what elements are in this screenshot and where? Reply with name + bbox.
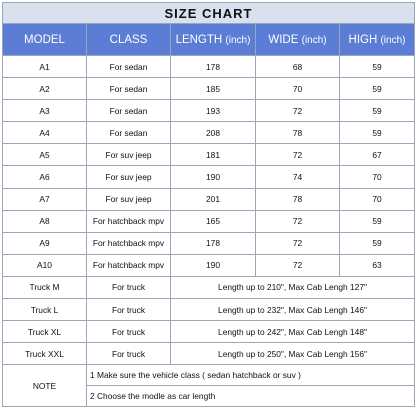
title-row bbox=[3, 3, 415, 24]
cell-length: 190 bbox=[171, 166, 256, 188]
table-row bbox=[3, 210, 415, 232]
cell-class: For suv jeep bbox=[87, 188, 171, 210]
truck-row bbox=[3, 343, 415, 365]
cell-high: 59 bbox=[340, 210, 415, 232]
header-high-unit: (inch) bbox=[380, 34, 406, 46]
cell-high: 59 bbox=[340, 78, 415, 100]
cell-class: For truck bbox=[87, 276, 171, 298]
table-row bbox=[3, 78, 415, 100]
cell-model: A2 bbox=[3, 78, 87, 100]
cell-model: A10 bbox=[3, 254, 87, 276]
cell-length: 178 bbox=[171, 232, 256, 254]
truck-row bbox=[3, 276, 415, 298]
cell-high: 59 bbox=[340, 232, 415, 254]
table-row bbox=[3, 122, 415, 144]
cell-length: 201 bbox=[171, 188, 256, 210]
cell-high: 59 bbox=[340, 100, 415, 122]
cell-class: For sedan bbox=[87, 56, 171, 78]
header-class: CLASS bbox=[87, 24, 171, 56]
cell-wide: 70 bbox=[256, 78, 340, 100]
size-chart-table bbox=[2, 2, 415, 407]
cell-wide: 72 bbox=[256, 100, 340, 122]
cell-model: A1 bbox=[3, 56, 87, 78]
table-row bbox=[3, 254, 415, 276]
cell-wide: 78 bbox=[256, 188, 340, 210]
cell-model: A8 bbox=[3, 210, 87, 232]
cell-length: 193 bbox=[171, 100, 256, 122]
cell-model: A5 bbox=[3, 144, 87, 166]
cell-high: 67 bbox=[340, 144, 415, 166]
size-chart bbox=[2, 2, 414, 414]
cell-high: 59 bbox=[340, 122, 415, 144]
cell-length: 181 bbox=[171, 144, 256, 166]
cell-truck-spec: Length up to 232", Max Cab Lengh 146" bbox=[171, 299, 415, 321]
table-row bbox=[3, 166, 415, 188]
cell-high: 63 bbox=[340, 254, 415, 276]
cell-model: A9 bbox=[3, 232, 87, 254]
cell-high: 70 bbox=[340, 188, 415, 210]
note-label: NOTE bbox=[3, 365, 87, 407]
cell-class: For hatchback mpv bbox=[87, 254, 171, 276]
cell-wide: 72 bbox=[256, 144, 340, 166]
cell-truck-spec: Length up to 250", Max Cab Lengh 156" bbox=[171, 343, 415, 365]
cell-model: Truck L bbox=[3, 299, 87, 321]
cell-wide: 72 bbox=[256, 254, 340, 276]
header-model: MODEL bbox=[3, 24, 87, 56]
cell-model: Truck XXL bbox=[3, 343, 87, 365]
header-row bbox=[3, 24, 415, 56]
cell-class: For truck bbox=[87, 343, 171, 365]
table-row bbox=[3, 144, 415, 166]
cell-wide: 78 bbox=[256, 122, 340, 144]
table-row bbox=[3, 100, 415, 122]
cell-class: For hatchback mpv bbox=[87, 210, 171, 232]
cell-class: For sedan bbox=[87, 100, 171, 122]
header-length-label: LENGTH bbox=[175, 33, 223, 46]
cell-length: 208 bbox=[171, 122, 256, 144]
cell-model: A4 bbox=[3, 122, 87, 144]
cell-truck-spec: Length up to 210", Max Cab Lengh 127" bbox=[171, 276, 415, 298]
table-row bbox=[3, 232, 415, 254]
cell-class: For suv jeep bbox=[87, 144, 171, 166]
cell-model: A3 bbox=[3, 100, 87, 122]
table-row bbox=[3, 56, 415, 78]
table-row bbox=[3, 188, 415, 210]
header-high bbox=[340, 24, 415, 56]
cell-model: A7 bbox=[3, 188, 87, 210]
cell-high: 70 bbox=[340, 166, 415, 188]
truck-row bbox=[3, 321, 415, 343]
cell-class: For truck bbox=[87, 299, 171, 321]
cell-model: Truck M bbox=[3, 276, 87, 298]
cell-class: For truck bbox=[87, 321, 171, 343]
cell-wide: 74 bbox=[256, 166, 340, 188]
truck-row bbox=[3, 299, 415, 321]
cell-model: A6 bbox=[3, 166, 87, 188]
cell-high: 59 bbox=[340, 56, 415, 78]
header-wide bbox=[256, 24, 340, 56]
cell-length: 178 bbox=[171, 56, 256, 78]
header-length bbox=[171, 24, 256, 56]
cell-length: 190 bbox=[171, 254, 256, 276]
note-line-2: 2 Choose the modle as car length bbox=[87, 386, 415, 407]
header-length-unit: (inch) bbox=[225, 34, 251, 46]
header-wide-unit: (inch) bbox=[301, 34, 327, 46]
header-wide-label: WIDE bbox=[268, 33, 299, 46]
cell-class: For sedan bbox=[87, 78, 171, 100]
note-line-1: 1 Make sure the vehicle class ( sedan hatchback or suv ) bbox=[87, 365, 415, 386]
note-row bbox=[3, 365, 415, 386]
cell-class: For sedan bbox=[87, 122, 171, 144]
cell-class: For hatchback mpv bbox=[87, 232, 171, 254]
cell-length: 165 bbox=[171, 210, 256, 232]
cell-wide: 72 bbox=[256, 232, 340, 254]
chart-title: SIZE CHART bbox=[3, 3, 415, 24]
header-high-label: HIGH bbox=[348, 33, 378, 46]
cell-model: Truck XL bbox=[3, 321, 87, 343]
cell-class: For suv jeep bbox=[87, 166, 171, 188]
cell-truck-spec: Length up to 242", Max Cab Lengh 148" bbox=[171, 321, 415, 343]
cell-length: 185 bbox=[171, 78, 256, 100]
cell-wide: 68 bbox=[256, 56, 340, 78]
cell-wide: 72 bbox=[256, 210, 340, 232]
